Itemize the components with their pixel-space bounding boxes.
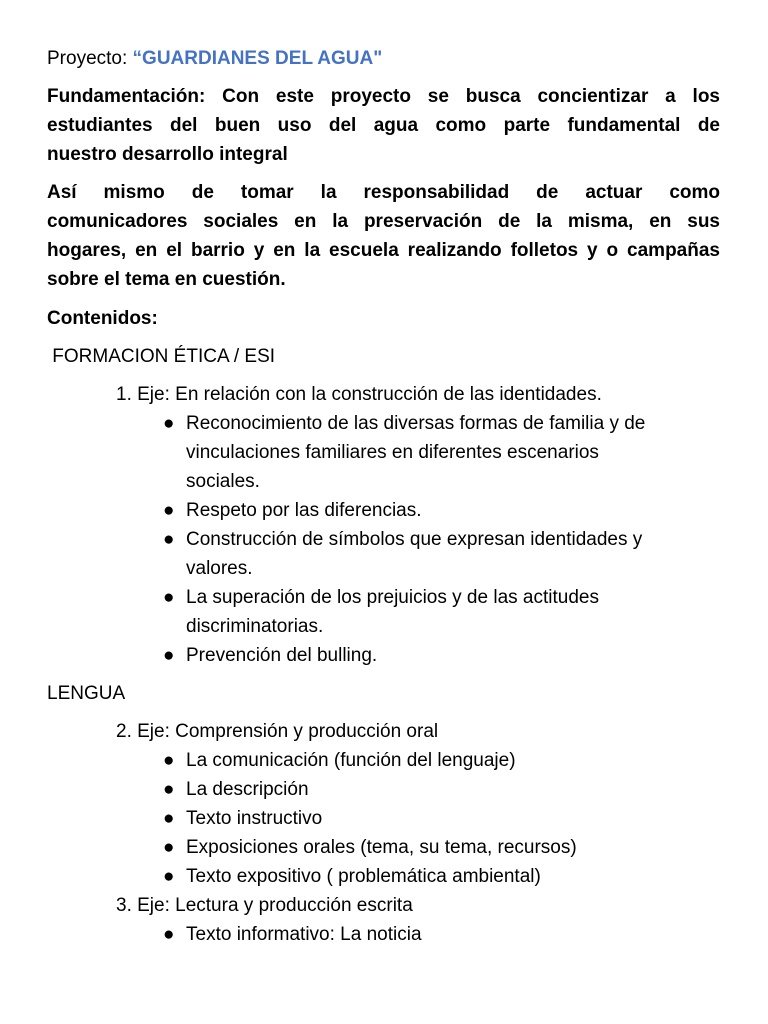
asimismo-line-1: Así mismo de tomar la responsabilidad de actuar como [47,182,720,203]
eje-1: 1. Eje: En relación con la construcción de las identidades. [116,384,602,405]
list-item: sociales. [186,471,260,492]
bullet-icon: ● [163,866,175,887]
bullet-icon: ● [163,413,175,434]
fundamentacion-line-3: nuestro desarrollo integral [47,144,288,165]
bullet-icon: ● [163,837,175,858]
contenidos-heading: Contenidos: [47,308,158,329]
eje-3: 3. Eje: Lectura y producción escrita [116,895,413,916]
list-item: La descripción [186,779,309,800]
list-item: vinculaciones familiares en diferentes escenarios [186,442,599,463]
list-item: valores. [186,558,253,579]
bullet-icon: ● [163,750,175,771]
project-label: Proyecto: [47,48,128,69]
fundamentacion-line-1: Fundamentación: Con este proyecto se busca concientizar a los [47,86,720,107]
list-item: Texto instructivo [186,808,323,829]
bullet-icon: ● [163,587,175,608]
list-item: La superación de los prejuicios y de las actitudes [186,587,599,608]
bullet-icon: ● [163,779,175,800]
list-item: Construcción de símbolos que expresan identidades y [186,529,643,550]
eje-2: 2. Eje: Comprensión y producción oral [116,721,439,742]
list-item: Reconocimiento de las diversas formas de familia y de [186,413,646,434]
project-title [47,44,720,73]
bullet-icon: ● [163,924,175,945]
asimismo-line-2: comunicadores sociales en la preservación de la misma, en sus [47,211,720,232]
list-item: Prevención del bulling. [186,645,378,666]
bullet-icon: ● [163,529,175,550]
list-item: Respeto por las diferencias. [186,500,422,521]
fundamentacion-line-2: estudiantes del buen uso del agua como parte fundamental de [47,115,720,136]
asimismo-line-4: sobre el tema en cuestión. [47,269,286,290]
list-item: Exposiciones orales (tema, su tema, recursos) [186,837,577,858]
asimismo-line-3: hogares, en el barrio y en la escuela realizando folletos y o campañas [47,240,720,261]
lengua-heading: LENGUA [47,683,126,704]
formacion-heading: FORMACION ÉTICA / ESI [47,346,276,367]
bullet-icon: ● [163,808,175,829]
bullet-icon: ● [163,500,175,521]
list-item: La comunicación (función del lenguaje) [186,750,516,771]
list-item: discriminatorias. [186,616,324,637]
bullet-icon: ● [163,645,175,666]
list-item: Texto informativo: La noticia [186,924,422,945]
list-item: Texto expositivo ( problemática ambiental) [186,866,541,887]
project-name: “GUARDIANES DEL AGUA" [132,48,383,69]
